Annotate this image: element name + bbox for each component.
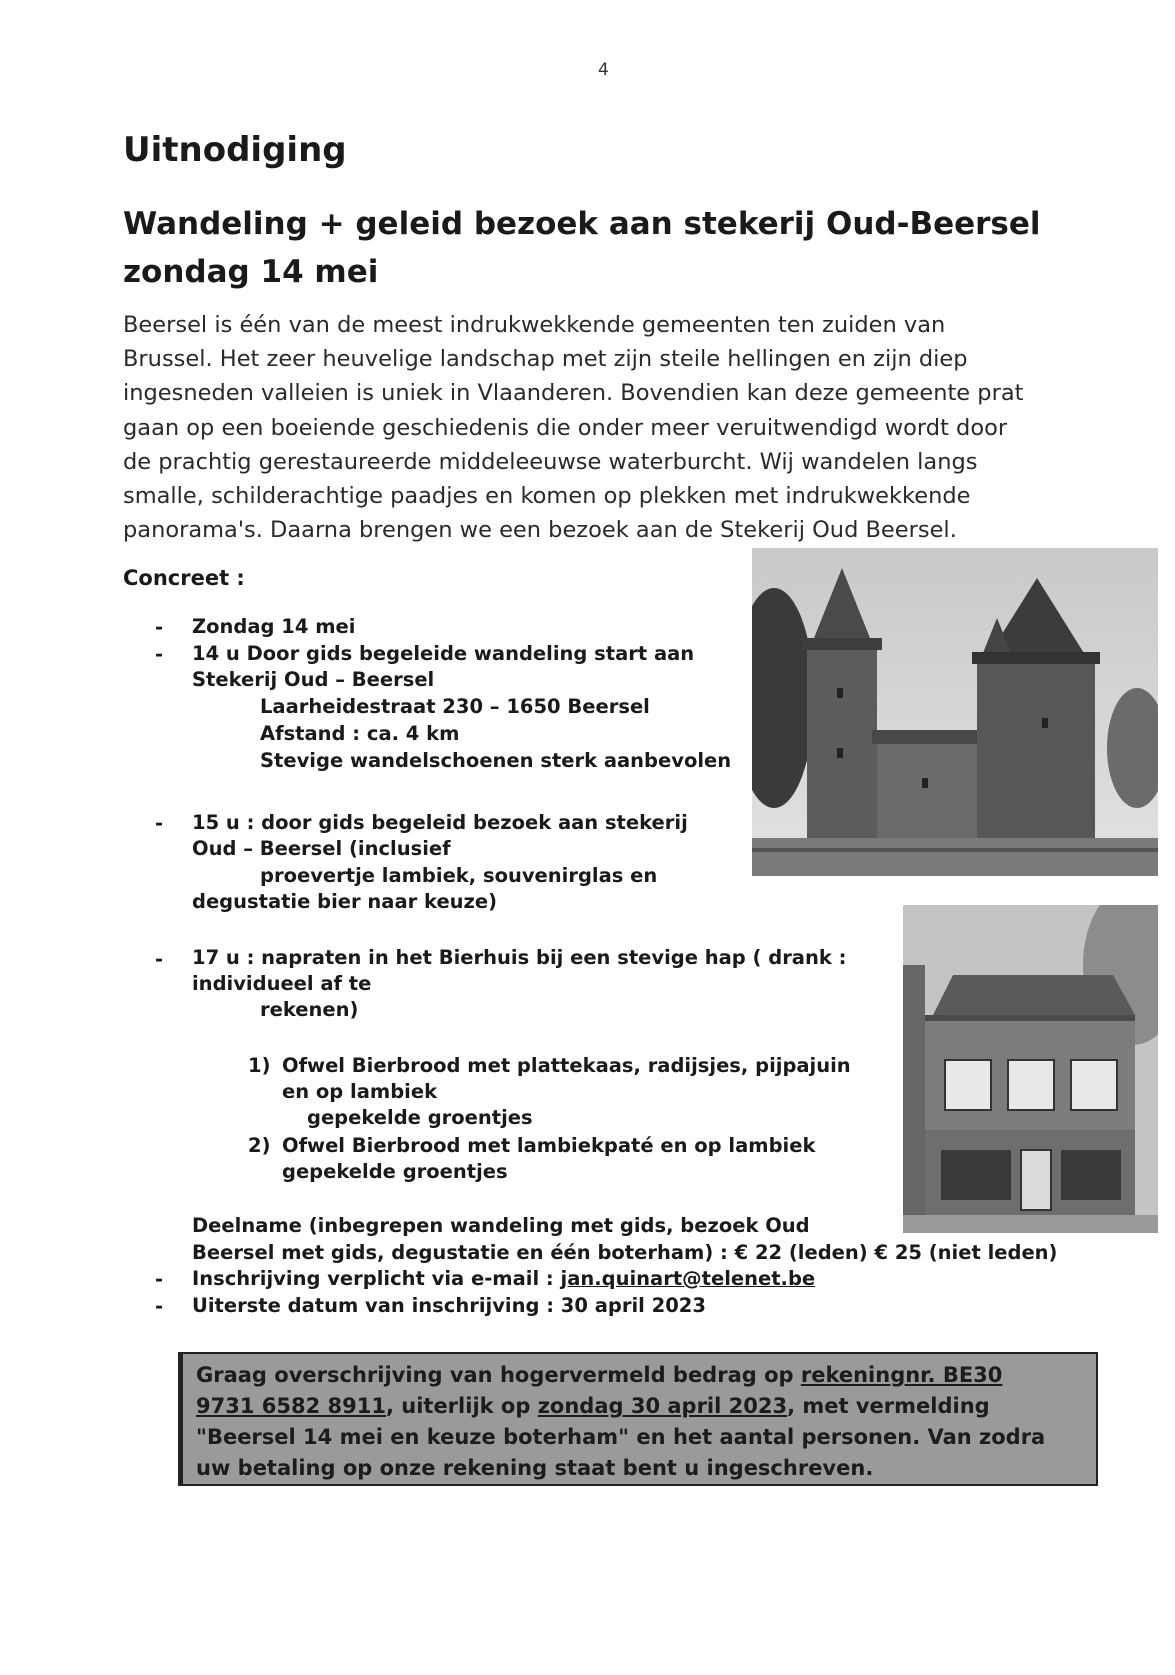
event-heading-line: Wandeling + geleid bezoek aan stekerij Oud-Beersel bbox=[123, 206, 1041, 242]
price-info-cont: Beersel met gids, degustatie en één boterham) : € 22 (leden) € 25 (niet leden) bbox=[192, 1241, 1058, 1264]
castle-photo bbox=[752, 548, 1158, 876]
list-item-visit-cont: proevertje lambiek, souvenirglas en bbox=[260, 864, 658, 887]
option-1-cont: gepekelde groentjes bbox=[307, 1106, 533, 1129]
payment-notice-text bbox=[196, 1360, 1045, 1484]
house-photo bbox=[903, 905, 1158, 1233]
page-number: 4 bbox=[598, 60, 609, 80]
list-item-food: 17 u : napraten in het Bierhuis bij een stevige hap ( drank : bbox=[192, 946, 847, 969]
account-number: rekeningnr. BE30 bbox=[800, 1363, 1003, 1387]
price-info: Deelname (inbegrepen wandeling met gids, bezoek Oud bbox=[192, 1214, 810, 1237]
list-item-visit: 15 u : door gids begeleid bezoek aan stekerij bbox=[192, 811, 688, 834]
list-item-date: Zondag 14 mei bbox=[192, 615, 356, 638]
intro-line: de prachtig gerestaureerde middeleeuwse waterburcht. Wij wandelen langs bbox=[123, 448, 978, 475]
account-number: 9731 6582 8911 bbox=[196, 1394, 386, 1418]
deadline: Uiterste datum van inschrijving : 30 april 2023 bbox=[192, 1294, 706, 1317]
notice-line bbox=[196, 1360, 1045, 1391]
option-number: 1) bbox=[248, 1054, 271, 1077]
signup-line bbox=[192, 1266, 815, 1293]
option-1-cont: en op lambiek bbox=[282, 1080, 438, 1103]
intro-line: Brussel. Het zeer heuvelige landschap met zijn steile hellingen en zijn diep bbox=[123, 346, 968, 373]
option-number: 2) bbox=[248, 1134, 271, 1157]
bullet-dash: - bbox=[155, 812, 164, 835]
bullet-dash: - bbox=[155, 1268, 164, 1291]
notice-text: , met vermelding bbox=[787, 1394, 990, 1418]
notice-text: Graag overschrijving van hogervermeld bedrag op bbox=[196, 1363, 801, 1387]
notice-text: , uiterlijk op bbox=[385, 1394, 538, 1418]
event-heading-line: zondag 14 mei bbox=[123, 254, 379, 290]
list-item-walk: 14 u Door gids begeleide wandeling start aan bbox=[192, 642, 695, 665]
list-item-visit-cont: degustatie bier naar keuze) bbox=[192, 890, 498, 913]
bullet-dash: - bbox=[155, 1295, 164, 1318]
option-2-cont: gepekelde groentjes bbox=[282, 1160, 508, 1183]
intro-line: smalle, schilderachtige paadjes en komen op plekken met indrukwekkende bbox=[123, 483, 971, 510]
intro-line: ingesneden valleien is uniek in Vlaanderen. Bovendien kan deze gemeente prat bbox=[123, 380, 1024, 407]
list-item-food-cont: rekenen) bbox=[260, 998, 359, 1021]
distance: Afstand : ca. 4 km bbox=[260, 722, 460, 745]
concreet-heading: Concreet : bbox=[123, 566, 245, 590]
shoes-advice: Stevige wandelschoenen sterk aanbevolen bbox=[260, 749, 732, 772]
notice-line: uw betaling op onze rekening staat bent u ingeschreven. bbox=[196, 1456, 874, 1480]
notice-line: "Beersel 14 mei en keuze boterham" en het aantal personen. Van zodra bbox=[196, 1425, 1046, 1449]
bullet-dash: - bbox=[155, 948, 164, 971]
notice-line bbox=[196, 1391, 1045, 1422]
intro-paragraph bbox=[123, 308, 1023, 547]
email-link[interactable]: jan.quinart@telenet.be bbox=[560, 1267, 816, 1290]
page-title: Uitnodiging bbox=[123, 130, 347, 170]
list-item-food-cont: individueel af te bbox=[192, 972, 372, 995]
bullet-dash: - bbox=[155, 643, 164, 666]
address: Laarheidestraat 230 – 1650 Beersel bbox=[260, 695, 650, 718]
bullet-dash: - bbox=[155, 616, 164, 639]
option-2: Ofwel Bierbrood met lambiekpaté en op lambiek bbox=[282, 1134, 816, 1157]
signup-text: Inschrijving verplicht via e-mail : bbox=[192, 1267, 561, 1290]
list-item-walk-cont: Stekerij Oud – Beersel bbox=[192, 668, 435, 691]
option-1: Ofwel Bierbrood met plattekaas, radijsjes, pijpajuin bbox=[282, 1054, 851, 1077]
payment-deadline: zondag 30 april 2023 bbox=[537, 1394, 788, 1418]
list-item-visit-cont: Oud – Beersel (inclusief bbox=[192, 837, 451, 860]
intro-line: panorama's. Daarna brengen we een bezoek aan de Stekerij Oud Beersel. bbox=[123, 517, 957, 544]
payment-notice-box bbox=[178, 1352, 1098, 1486]
intro-line: gaan op een boeiende geschiedenis die onder meer veruitwendigd wordt door bbox=[123, 414, 1008, 441]
intro-line: Beersel is één van de meest indrukwekkende gemeenten ten zuiden van bbox=[123, 312, 946, 338]
event-heading bbox=[123, 200, 1041, 296]
